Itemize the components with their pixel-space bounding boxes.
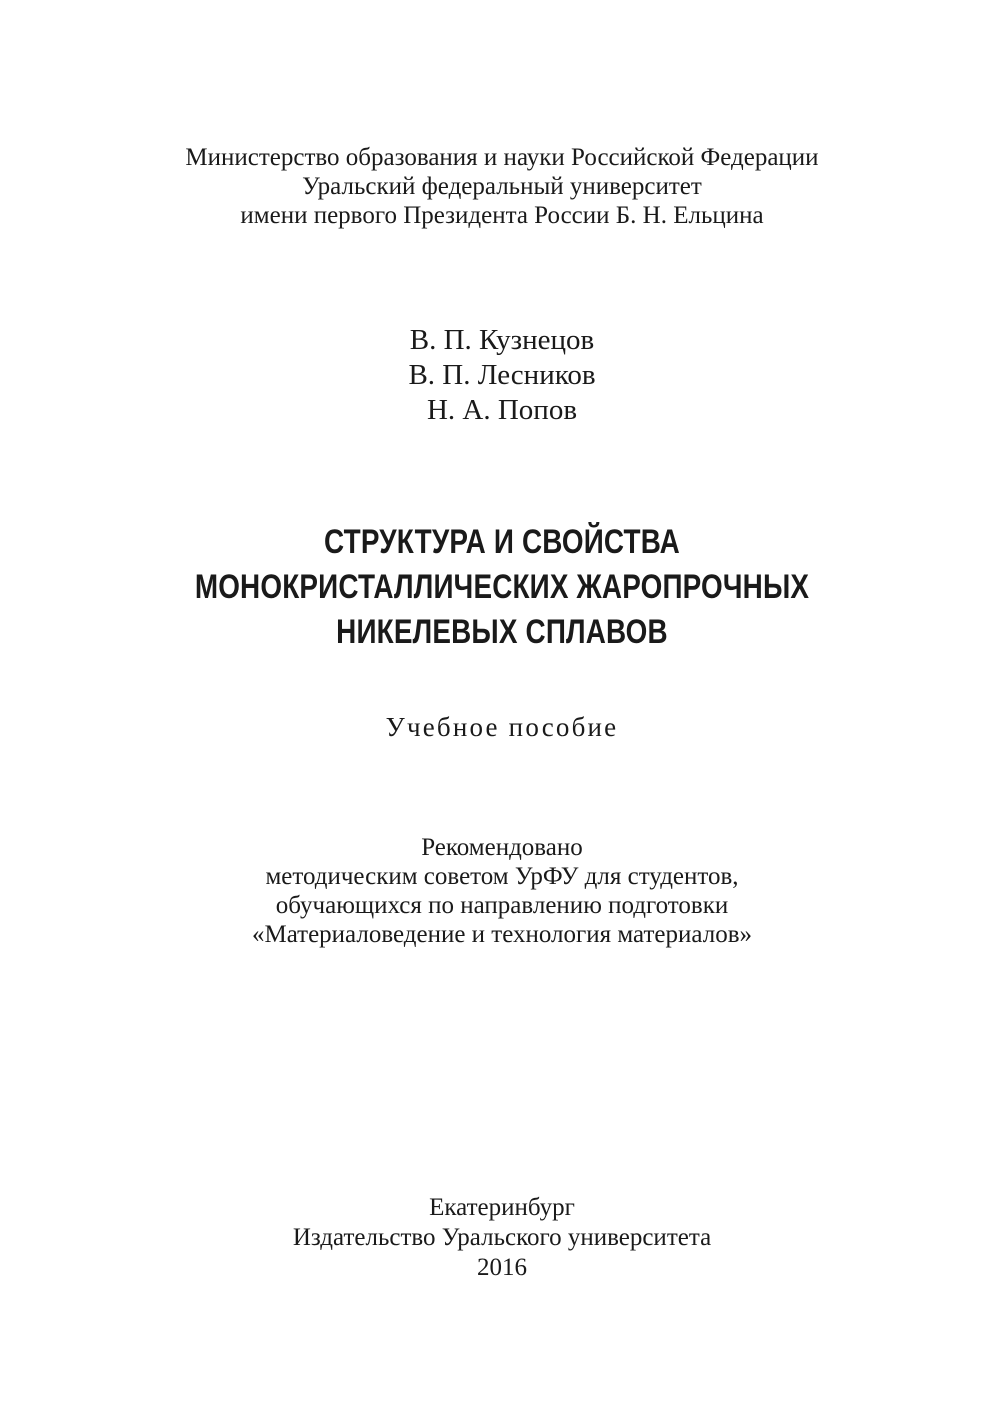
publisher-city: Екатеринбург [429,1194,575,1221]
authors-block [0,323,1004,428]
title-line: СТРУКТУРА И СВОЙСТВА [324,523,680,561]
book-subtitle: Учебное пособие [385,712,619,742]
publication-year: 2016 [477,1254,527,1281]
ministry-line: Министерство образования и науки Российской Федерации [185,144,819,171]
book-title [90,520,913,655]
author-name: Н. А. Попов [426,394,578,426]
recommendation-line: Рекомендовано [421,834,583,861]
author-name: В. П. Кузнецов [409,324,595,356]
title-line: МОНОКРИСТАЛЛИЧЕСКИХ ЖАРОПРОЧНЫХ [194,568,810,606]
publisher-name: Издательство Уральского университета [292,1224,712,1251]
title-line: НИКЕЛЕВЫХ СПЛАВОВ [336,613,668,651]
recommendation-line: обучающихся по направлению подготовки [275,892,729,919]
institution-block [0,143,1004,230]
university-line: Уральский федеральный университет [302,173,702,200]
university-name-line: имени первого Президента России Б. Н. Ельцина [240,202,764,229]
recommendation-block [0,833,1004,949]
publisher-block [0,1193,1004,1283]
recommendation-line: «Материаловедение и технология материалов» [251,921,753,948]
author-name: В. П. Лесников [408,359,596,391]
recommendation-line: методическим советом УрФУ для студентов, [265,863,739,890]
